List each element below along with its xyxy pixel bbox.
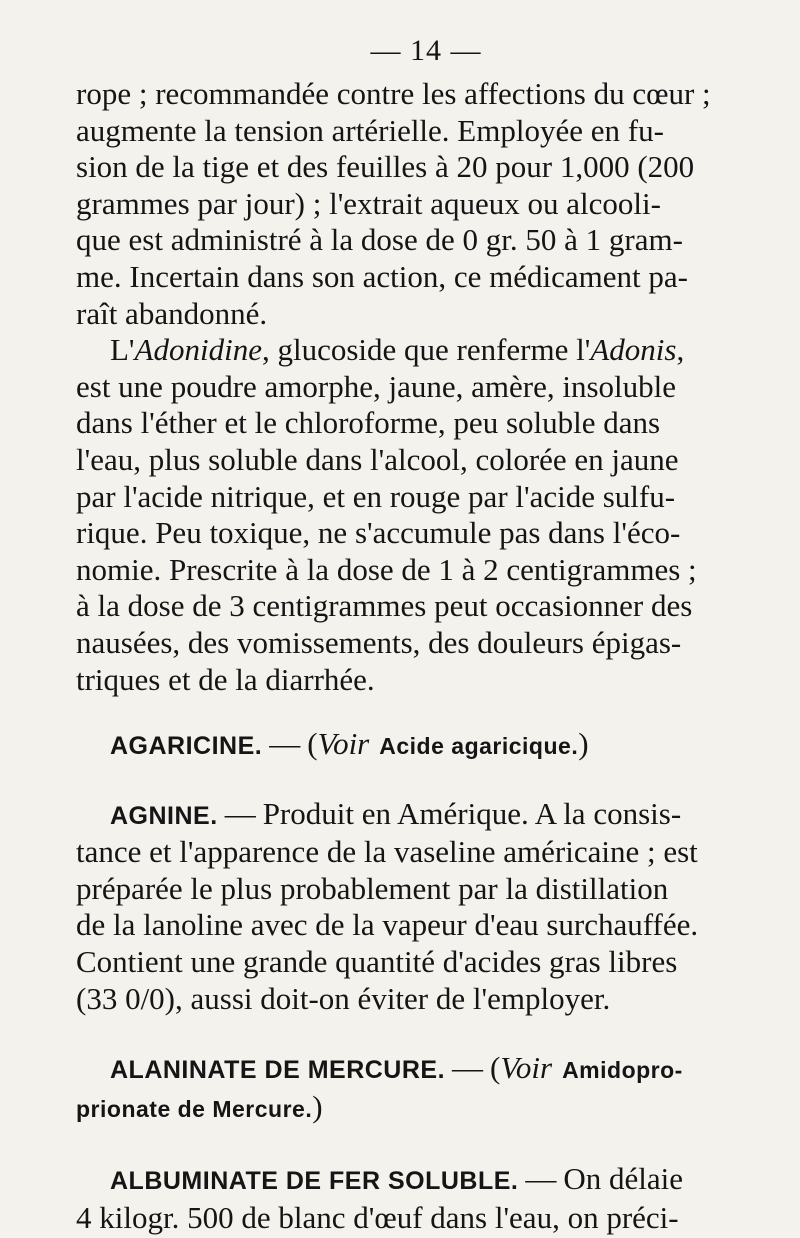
adonidine-paragraph — [76, 332, 776, 698]
entry-albuminate-de-fer-soluble — [76, 1161, 776, 1236]
text-line: nausées, des vomissements, des douleurs épigas- — [76, 624, 682, 660]
text-line — [76, 1161, 776, 1200]
dash: — — [525, 1161, 557, 1197]
open-paren: ( — [490, 1050, 501, 1086]
text-line: dans l'éther et le chloroforme, peu soluble dans — [76, 405, 661, 441]
entry-text: Produit en Amérique. A la consis- — [262, 795, 682, 831]
voir-text: Voir — [500, 1050, 553, 1086]
dash: — — [452, 1050, 484, 1086]
headword: ALANINATE DE MERCURE. — [110, 1056, 446, 1085]
adonidine-after-term2: , — [676, 332, 685, 368]
close-paren: ) — [578, 726, 589, 762]
text-line: triques et de la diarrhée. — [76, 661, 375, 697]
text-line: 4 kilogr. 500 de blanc d'œuf dans l'eau, on préci- — [76, 1200, 679, 1236]
text-line: à la dose de 3 centigrammes peut occasionner des — [76, 588, 693, 624]
text-line: augmente la tension artérielle. Employée en fu- — [76, 112, 664, 148]
text-line — [76, 726, 776, 765]
adonidine-term: Adonidine — [134, 332, 262, 368]
dash: — — [224, 795, 256, 831]
text-line: sion de la tige et des feuilles à 20 pour 1,000 (200 — [76, 149, 695, 185]
entry-agnine — [76, 796, 776, 1018]
cross-reference: prionate de Mercure. — [76, 1095, 313, 1122]
text-line: (33 0/0), aussi doit-on éviter de l'employer. — [76, 980, 611, 1016]
text-line: tance et l'apparence de la vaseline américaine ; est — [76, 834, 698, 870]
entry-agaricine — [76, 726, 776, 765]
continuation-paragraph — [76, 76, 776, 332]
text-line: l'eau, plus soluble dans l'alcool, colorée en jaune — [76, 441, 679, 477]
text-line: raît abandonné. — [76, 295, 268, 331]
text-line: grammes par jour) ; l'extrait aqueux ou alcooli- — [76, 185, 661, 221]
text-line: rope ; recommandée contre les affections du cœur ; — [76, 76, 711, 111]
cross-reference: Amidopro- — [562, 1057, 683, 1084]
headword: AGARICINE. — [110, 732, 263, 761]
text-line: que est administré à la dose de 0 gr. 50 à 1 gram- — [76, 222, 683, 258]
entry-alaninate-de-mercure — [76, 1050, 776, 1127]
text-line — [76, 1050, 776, 1089]
text-line — [76, 1089, 776, 1128]
text-line: nomie. Prescrite à la dose de 1 à 2 centigrammes ; — [76, 551, 697, 587]
text-line: rique. Peu toxique, ne s'accumule pas dans l'éco- — [76, 515, 681, 551]
headword: ALBUMINATE DE FER SOLUBLE. — [110, 1167, 519, 1196]
text-line: est une poudre amorphe, jaune, amère, insoluble — [76, 368, 676, 404]
close-paren: ) — [312, 1088, 323, 1124]
text-line: par l'acide nitrique, et en rouge par l'acide sulfu- — [76, 478, 676, 514]
text-line: me. Incertain dans son action, ce médicament pa- — [76, 258, 688, 294]
open-paren: ( — [307, 726, 318, 762]
text-line: préparée le plus probablement par la distillation — [76, 870, 669, 906]
page-number: — 14 — — [370, 34, 482, 67]
text-line — [76, 796, 776, 835]
adonis-term: Adonis — [590, 332, 677, 368]
adonidine-after-term: , glucoside que renferme l' — [261, 332, 591, 368]
dash: — — [269, 726, 301, 762]
text-line: de la lanoline avec de la vapeur d'eau surchauffée. — [76, 907, 699, 943]
text-line — [76, 332, 776, 369]
headword: AGNINE. — [110, 801, 218, 830]
entry-text: On délaie — [563, 1161, 684, 1197]
cross-reference: Acide agaricique. — [379, 733, 579, 760]
voir-text: Voir — [317, 726, 370, 762]
text-line: Contient une grande quantité d'acides gras libres — [76, 944, 678, 980]
adonidine-prefix: L' — [110, 332, 135, 368]
